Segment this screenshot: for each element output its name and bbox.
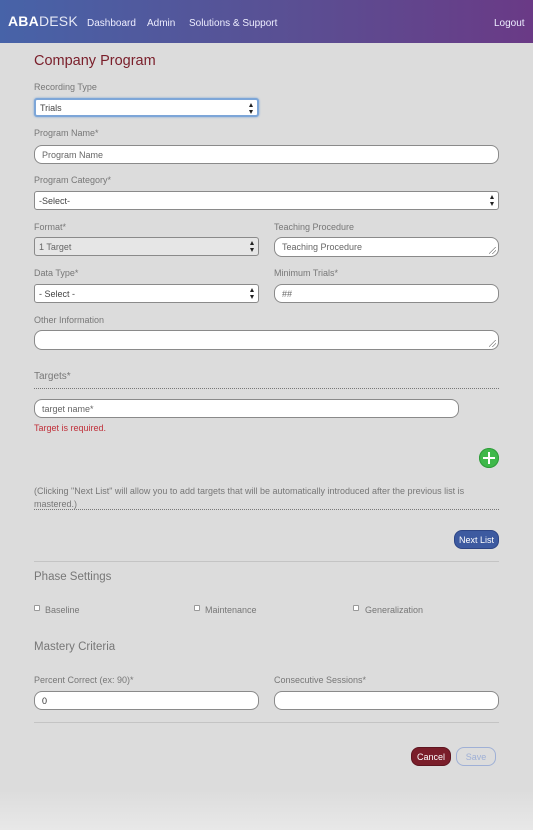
program-name-label: Program Name* (34, 128, 99, 138)
brand-logo[interactable] (8, 13, 78, 29)
program-name-placeholder: Program Name (42, 149, 104, 160)
brand-bold: ABA (8, 13, 39, 29)
section-divider (34, 561, 499, 562)
targets-title: Targets* (34, 371, 71, 382)
percent-correct-value: 0 (42, 695, 48, 706)
consecutive-sessions-input[interactable] (274, 691, 499, 710)
maintenance-checkbox[interactable] (194, 605, 200, 611)
generalization-checkbox[interactable] (353, 605, 359, 611)
top-navbar (0, 0, 533, 43)
generalization-label: Generalization (365, 605, 424, 615)
data-type-select[interactable] (34, 284, 259, 303)
mastery-criteria-title: Mastery Criteria (34, 641, 116, 653)
recording-type-label: Recording Type (34, 82, 97, 92)
data-type-value: - Select - (39, 288, 76, 299)
program-category-select[interactable] (34, 191, 499, 210)
brand-light: DESK (38, 13, 78, 29)
percent-correct-label: Percent Correct (ex: 90)* (34, 675, 134, 685)
recording-type-value: Trials (40, 102, 62, 113)
target-error-message: Target is required. (34, 423, 107, 433)
other-information-textarea[interactable] (34, 330, 499, 350)
data-type-label: Data Type* (34, 268, 79, 278)
page-footer (0, 790, 533, 830)
phase-settings-title: Phase Settings (34, 571, 112, 583)
save-button[interactable]: Save (456, 747, 496, 766)
resize-grip-icon[interactable] (489, 247, 496, 254)
teaching-procedure-textarea[interactable] (274, 237, 499, 257)
minimum-trials-label: Minimum Trials* (274, 268, 339, 278)
targets-divider (34, 388, 499, 389)
note-divider (34, 509, 499, 510)
nav-admin[interactable]: Admin (147, 18, 176, 29)
target-name-input[interactable] (34, 399, 459, 418)
plus-icon-bar (483, 457, 495, 459)
recording-type-select[interactable] (34, 98, 259, 117)
page-title: Company Program (34, 53, 156, 69)
teaching-procedure-placeholder: Teaching Procedure (282, 242, 363, 252)
program-name-input[interactable] (34, 145, 499, 164)
nav-solutions-support[interactable]: Solutions & Support (189, 18, 278, 29)
minimum-trials-input[interactable] (274, 284, 499, 303)
format-label: Format* (34, 222, 67, 232)
program-category-value: -Select- (39, 195, 71, 206)
maintenance-label: Maintenance (205, 605, 257, 615)
consecutive-sessions-label: Consecutive Sessions* (274, 675, 367, 685)
select-arrows-icon (489, 195, 495, 206)
select-arrows-icon (249, 288, 255, 299)
next-list-note: (Clicking "Next List" will allow you to add targets that will be automatically introduced after the previous list is mastered.) (34, 486, 465, 509)
format-select[interactable] (34, 237, 259, 256)
teaching-procedure-label: Teaching Procedure (274, 222, 355, 232)
nav-dashboard[interactable]: Dashboard (87, 18, 136, 29)
percent-correct-input[interactable] (34, 691, 259, 710)
target-name-placeholder: target name* (42, 403, 94, 414)
format-value: 1 Target (39, 241, 72, 252)
nav-logout[interactable]: Logout (494, 18, 525, 29)
next-list-button[interactable]: Next List (454, 530, 499, 549)
baseline-label: Baseline (45, 605, 80, 615)
add-target-button[interactable] (479, 448, 499, 468)
baseline-checkbox[interactable] (34, 605, 40, 611)
select-arrows-icon (249, 241, 255, 252)
resize-grip-icon[interactable] (489, 340, 496, 347)
actions-divider (34, 722, 499, 723)
select-arrows-icon (248, 103, 254, 114)
minimum-trials-placeholder: ## (282, 288, 293, 299)
program-category-label: Program Category* (34, 175, 112, 185)
cancel-button[interactable]: Cancel (411, 747, 451, 766)
other-information-label: Other Information (34, 315, 105, 325)
